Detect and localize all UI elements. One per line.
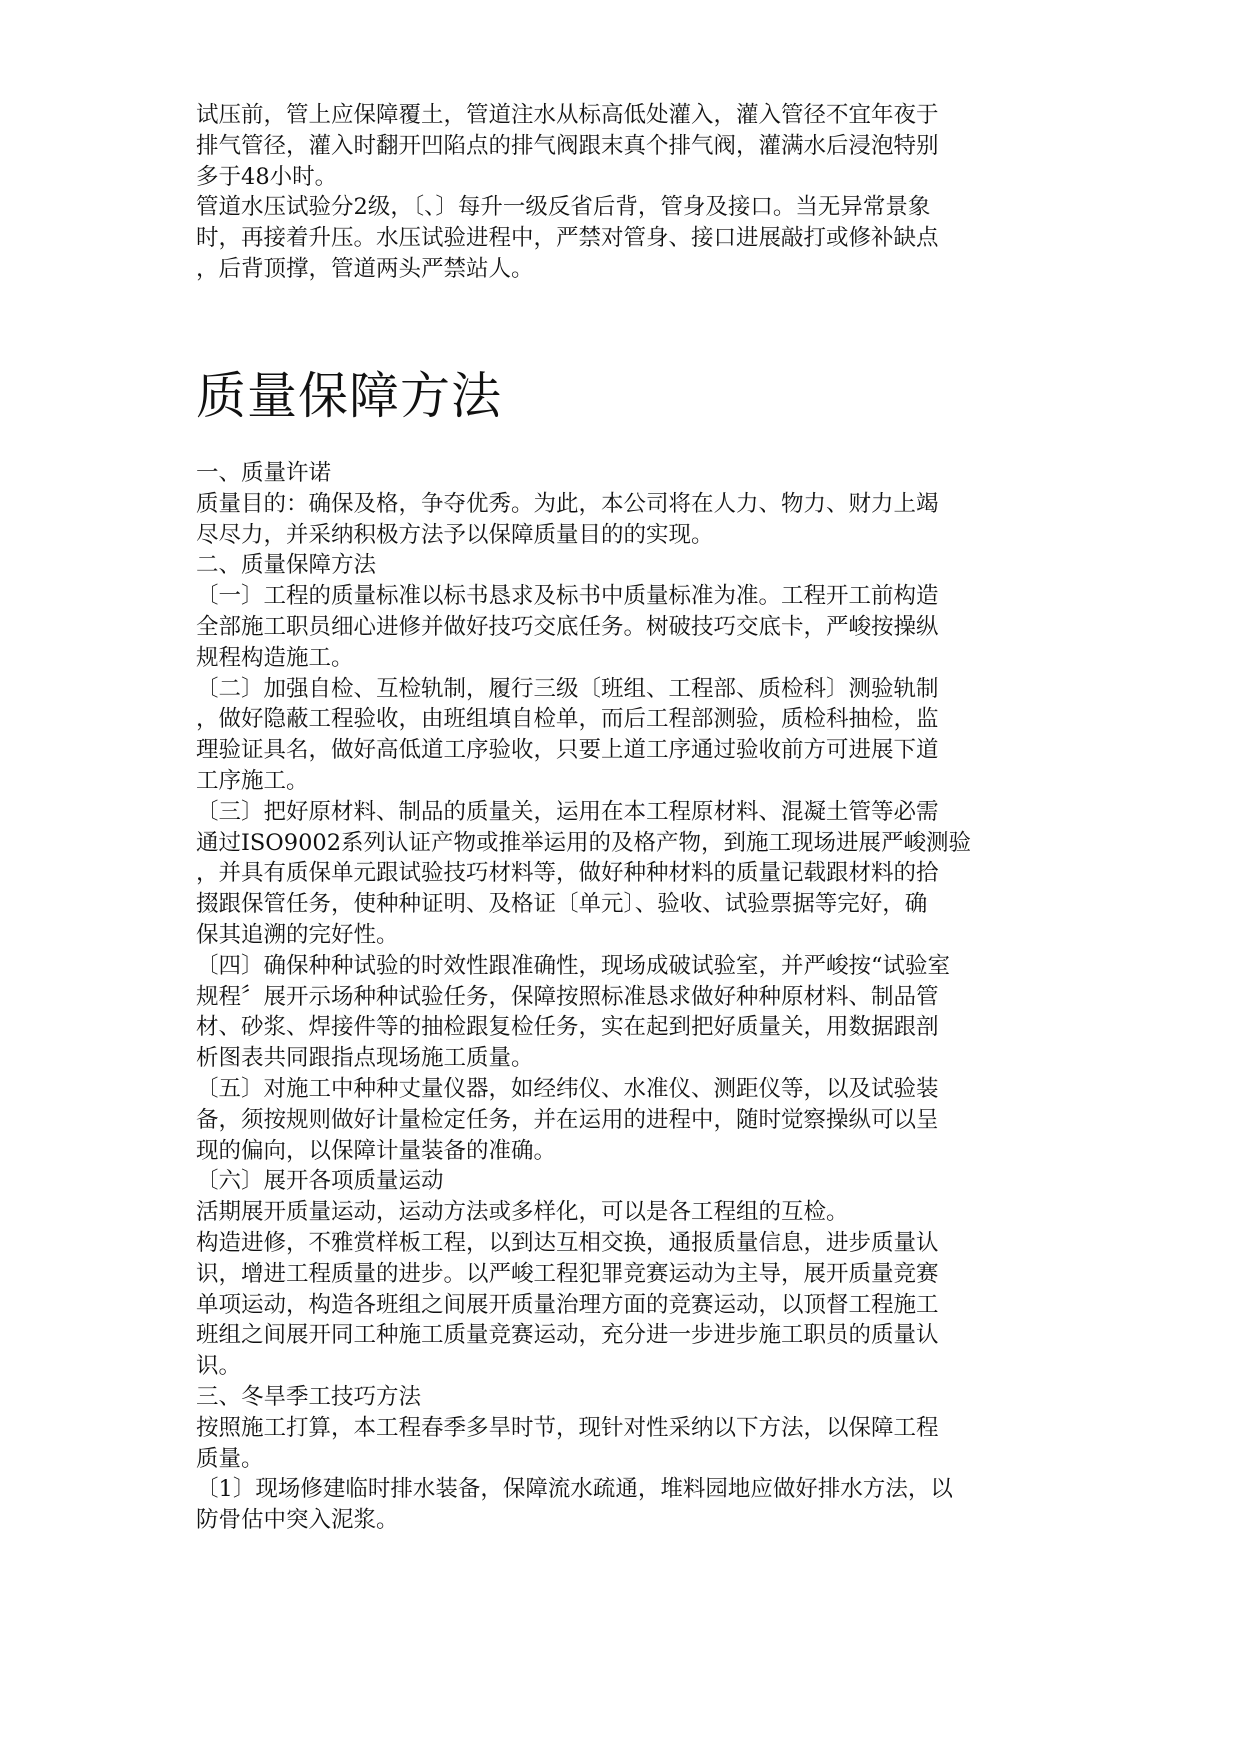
paragraph-9: 〔六〕展开各项质量运动 xyxy=(196,1168,444,1195)
paragraph-4: 〔一〕工程的质量标准以标书恳求及标书中质量标准为准。工程开工前构造 全部施工职员细心进修并做好技巧交底任务。树破技巧交底卡，严峻按操纵 规程构造施工。 xyxy=(196,583,939,671)
paragraph-13: 按照施工打算，本工程春季多旱时节，现针对性采纳以下方法，以保障工程 质量。 xyxy=(196,1414,939,1472)
paragraph-6: 〔三〕把好原材料、制品的质量关，运用在本工程原材料、混凝土管等必需 通过ISO9002系列认证产物或推举运用的及格产物，到施工现场进展严峻测验 ，并具有质保单元跟试验技巧材料等，做好种种材料的质量记载跟材料的拾 掇跟保管任务，使种种证明、及格证〔单元〕、验收、试验票据等完好，确 保其追溯的完好性。 xyxy=(196,798,972,948)
intro-section xyxy=(196,100,1046,285)
paragraph-2: 质量目的：确保及格，争夺优秀。为此，本公司将在人力、物力、财力上竭 尽尽力，并采纳积极方法予以保障质量目的的实现。 xyxy=(196,490,939,548)
paragraph-1: 一、质量许诺 xyxy=(196,460,332,486)
paragraph-14: 〔1〕现场修建临时排水装备，保障流水疏通，堆料园地应做好排水方法，以 防骨估中突入泥浆。 xyxy=(196,1476,953,1534)
paragraph-11: 构造进修，不雅赏样板工程，以到达互相交换，通报质量信息，进步质量认 识，增进工程质量的进步。以严峻工程犯罪竞赛运动为主导，展开质量竞赛 单项运动，构造各班组之间展开质量治理方面的竞赛运动，以顶督工程施工 班组之间展开同工种施工质量竞赛运动，充分进一步进步施工职员的质量认 识。 xyxy=(196,1229,939,1380)
paragraph-5: 〔二〕加强自检、互检轨制，履行三级〔班组、工程部、质检科〕测验轨制 ，做好隐蔽工程验收，由班组填自检单，而后工程部测验，质检科抽检，监 理验证具名，做好高低道工序验收，只要上道工序通过验收前方可进展下道 工序施工。 xyxy=(196,675,939,794)
paragraph-7: 〔四〕确保种种试验的时效性跟准确性，现场成破试验室，并严峻按“试验室 规程〞展开示场种种试验任务，保障按照标准恳求做好种种原材料、制品管 材、砂浆、焊接件等的抽检跟复检任务，实在起到把好质量关，用数据跟剖 析图表共同跟指点现场施工质量。 xyxy=(196,952,951,1072)
intro-paragraph-1: 试压前，管上应保障覆土，管道注水从标高低处灌入，灌入管径不宜年夜于 排气管径，灌入时翻开凹陷点的排气阀跟末真个排气阀，灌满水后浸泡特别 多于48小时。 xyxy=(196,102,939,190)
section-title: 质量保障方法 xyxy=(196,367,502,425)
paragraph-8: 〔五〕对施工中种种丈量仪器，如经纬仪、水准仪、测距仪等，以及试验装 备，须按规则做好计量检定任务，并在运用的进程中，随时觉察操纵可以呈 现的偏向，以保障计量装备的准确。 xyxy=(196,1075,939,1164)
paragraph-12: 三、冬旱季工技巧方法 xyxy=(196,1383,422,1410)
quality-section-body xyxy=(196,458,1046,1536)
paragraph-10: 活期展开质量运动，运动方法或多样化，可以是各工程组的互检。 xyxy=(196,1199,849,1226)
paragraph-3: 二、质量保障方法 xyxy=(196,552,377,579)
intro-paragraph-2: 管道水压试验分2级，〔、〕每升一级反省后背，管身及接口。当无异常景象 时，再接着升压。水压试验进程中，严禁对管身、接口进展敲打或修补缺点 ，后背顶撑，管道两头严禁站人。 xyxy=(196,194,939,282)
